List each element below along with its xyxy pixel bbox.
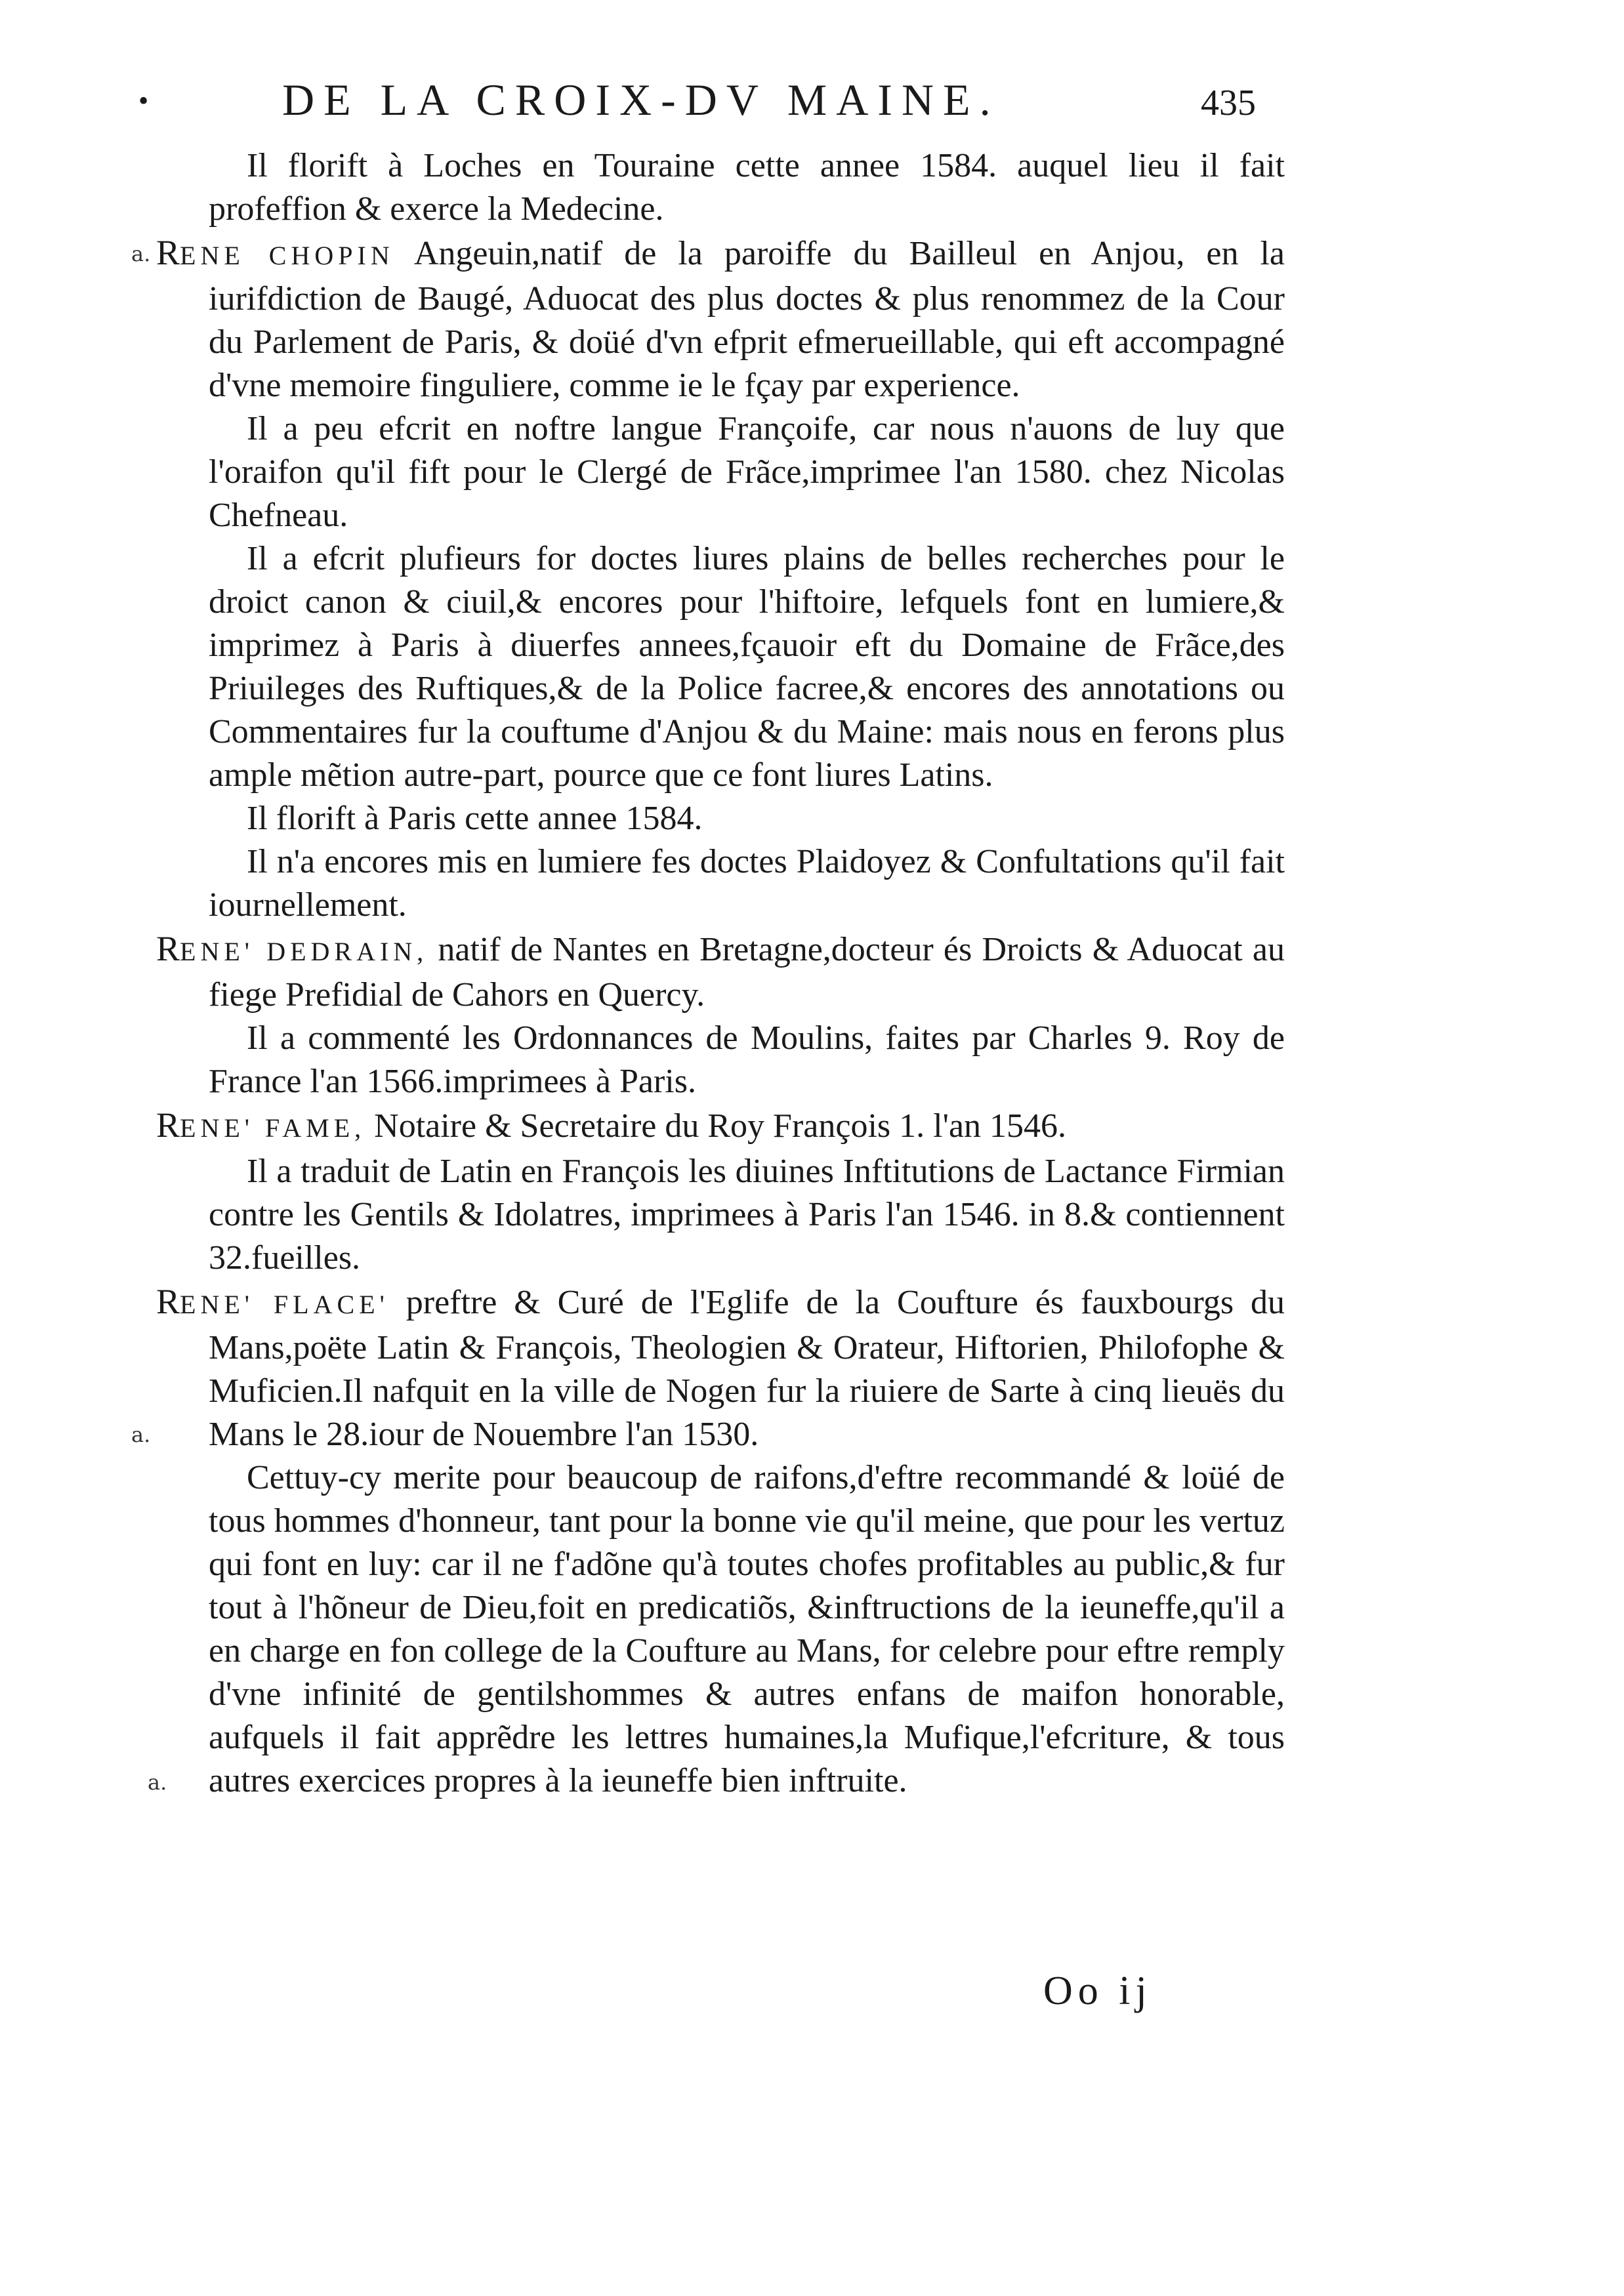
paragraph: Il n'a encores mis en lumiere fes doctes Plaidoyez & Confultations qu'il fait iournellement. <box>209 843 1285 924</box>
name-small-caps: ENE' DEDRAIN, <box>180 937 428 966</box>
body-text <box>156 144 1285 1803</box>
margin-mark: a. <box>131 1422 151 1447</box>
paragraph: Il a efcrit plufieurs for doctes liures plains de belles recherches pour le droict canon & ciuil,& encores pour l'hiftoire, lefquels font en lumiere,& imprimez à Paris à diuerfes annees,fçauoir eft du Domaine de Frãce,des Priuileges des Ruftiques,& de la Police facree,& encores des annotations ou Commentaires fur la couftume d'Anjou & du Maine: mais nous en ferons plus ample mẽtion autre-part, pource que ce font liures Latins. <box>209 540 1285 794</box>
entry-rene-flace <box>156 1280 1285 1456</box>
name-small-caps: ENE' FLACE' <box>180 1290 389 1319</box>
signature-mark: Oo ij <box>1043 1969 1152 2013</box>
entry-body: Notaire & Secretaire du Roy François 1. l'an 1546. <box>374 1107 1067 1145</box>
entry-heading <box>156 1107 365 1145</box>
entry-body: natif de Nantes en Bretagne,docteur és Droicts & Aduocat au fiege Prefidial de Cahors en Quercy. <box>209 931 1285 1014</box>
entry-rene-chopin <box>156 231 1285 407</box>
header-ornament: • <box>136 89 151 115</box>
name-initial: R <box>156 233 180 272</box>
running-title: DE LA CROIX-DV MAINE. <box>282 75 1000 125</box>
page-number: 435 <box>1201 83 1256 123</box>
paragraph: Il florift à Paris cette annee 1584. <box>247 800 703 837</box>
paragraph: Il a traduit de Latin en François les diuines Inftitutions de Lactance Firmian contre les Gentils & Idolatres, imprimees à Paris l'an 1546. in 8.& contiennent 32.fueilles. <box>209 1153 1285 1277</box>
entry-body: Angeuin,natif de la paroiffe du Bailleul en Anjou, en la iurifdiction de Baugé, Aduocat des plus doctes & plus renommez de la Cour du Parlement de Paris, & doüé d'vn efprit efmerueillable, qui eft accompagné d'vne memoire finguliere, comme ie le fçay par experience. <box>209 235 1285 404</box>
entry-heading <box>156 235 394 272</box>
entry-body: preftre & Curé de l'Eglife de la Coufture és fauxbourgs du Mans,poëte Latin & François, Theologien & Orateur, Hiftorien, Philofophe & Muficien.Il nafquit en la ville de Nogen fur la riuiere de Sarte à cinq lieuës du Mans le 28.iour de Nouembre l'an 1530. <box>209 1284 1285 1453</box>
name-initial: R <box>156 1105 180 1145</box>
paragraph: Il florift à Loches en Touraine cette annee 1584. auquel lieu il fait profeffion & exerce la Medecine. <box>209 147 1285 228</box>
name-initial: R <box>156 1282 180 1321</box>
paragraph: Il a peu efcrit en noftre langue Françoife, car nous n'auons de luy que l'oraifon qu'il fift pour le Clergé de Frãce,imprimee l'an 1580. chez Nicolas Chefneau. <box>209 410 1285 534</box>
margin-mark: a. <box>131 241 151 266</box>
entry-rene-fame <box>156 1103 1285 1150</box>
entry-heading <box>156 931 428 968</box>
margin-mark: a. <box>148 1770 167 1795</box>
entry-rene-dedrain <box>156 927 1285 1017</box>
name-small-caps: ENE CHOPIN <box>180 241 394 270</box>
entry-heading <box>156 1284 389 1321</box>
name-initial: R <box>156 929 180 968</box>
paragraph: Cettuy-cy merite pour beaucoup de raifons,d'eftre recommandé & loüé de tous hommes d'honneur, tant pour la bonne vie qu'il meine, que pour les vertuz qui font en luy: car il ne f'adõne qu'à toutes chofes profitables au public,& fur tout à l'hõneur de Dieu,foit en predicatiõs, &inftructions de la ieuneffe,qu'il a en charge en fon college de la Coufture au Mans, for celebre pour eftre remply d'vne infinité de gentilshommes & autres enfans de maifon honorable, aufquels il fait apprẽdre les lettres humaines,la Mufique,l'efcriture, & tous autres exercices propres à la ieuneffe bien inftruite. <box>209 1459 1285 1799</box>
page-header <box>0 62 1624 141</box>
paragraph: Il a commenté les Ordonnances de Moulins, faites par Charles 9. Roy de France l'an 1566.imprimees à Paris. <box>209 1019 1285 1100</box>
name-small-caps: ENE' FAME, <box>180 1113 366 1143</box>
